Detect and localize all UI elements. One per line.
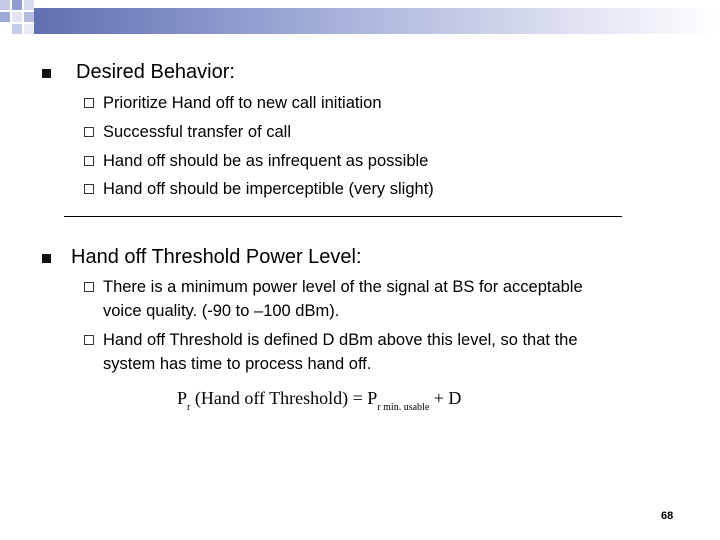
hollow-square-bullet-icon [84, 282, 94, 292]
deco-square [12, 12, 22, 22]
list-item: There is a minimum power level of the signal at BS for acceptable [103, 278, 583, 296]
header-gradient-band [34, 8, 720, 34]
bullet-square-icon [42, 254, 51, 263]
deco-square [0, 12, 10, 22]
deco-square [24, 24, 34, 34]
list-item: Hand off should be as infrequent as possible [103, 152, 429, 170]
section-heading-desired-behavior: Desired Behavior: [76, 61, 235, 83]
deco-square [0, 0, 10, 10]
list-item: Prioritize Hand off to new call initiation [103, 94, 382, 112]
hollow-square-bullet-icon [84, 184, 94, 194]
list-item: Hand off Threshold is defined D dBm above this level, so that the [103, 331, 578, 349]
formula-rhs-text: + D [429, 388, 462, 408]
section-heading-threshold: Hand off Threshold Power Level: [71, 246, 362, 268]
deco-square [24, 0, 34, 10]
hollow-square-bullet-icon [84, 98, 94, 108]
formula-lhs-text: (Hand off Threshold) = P [190, 388, 378, 408]
deco-square [12, 0, 22, 10]
hollow-square-bullet-icon [84, 156, 94, 166]
header-decoration [0, 0, 720, 40]
formula-lhs-subscript: r [187, 402, 191, 413]
list-item: Hand off should be imperceptible (very slight) [103, 180, 434, 198]
list-item-continuation: voice quality. (-90 to –100 dBm). [103, 302, 340, 320]
deco-square [24, 12, 34, 22]
hollow-square-bullet-icon [84, 127, 94, 137]
hollow-square-bullet-icon [84, 335, 94, 345]
horizontal-divider [64, 216, 622, 217]
formula-lhs: P [177, 388, 188, 408]
threshold-formula [177, 388, 462, 413]
bullet-square-icon [42, 69, 51, 78]
page-number: 68 [661, 510, 674, 522]
deco-square [12, 24, 22, 34]
formula-rhs-subscript: r min. usable [377, 402, 430, 413]
list-item: Successful transfer of call [103, 123, 291, 141]
list-item-continuation: system has time to process hand off. [103, 355, 372, 373]
